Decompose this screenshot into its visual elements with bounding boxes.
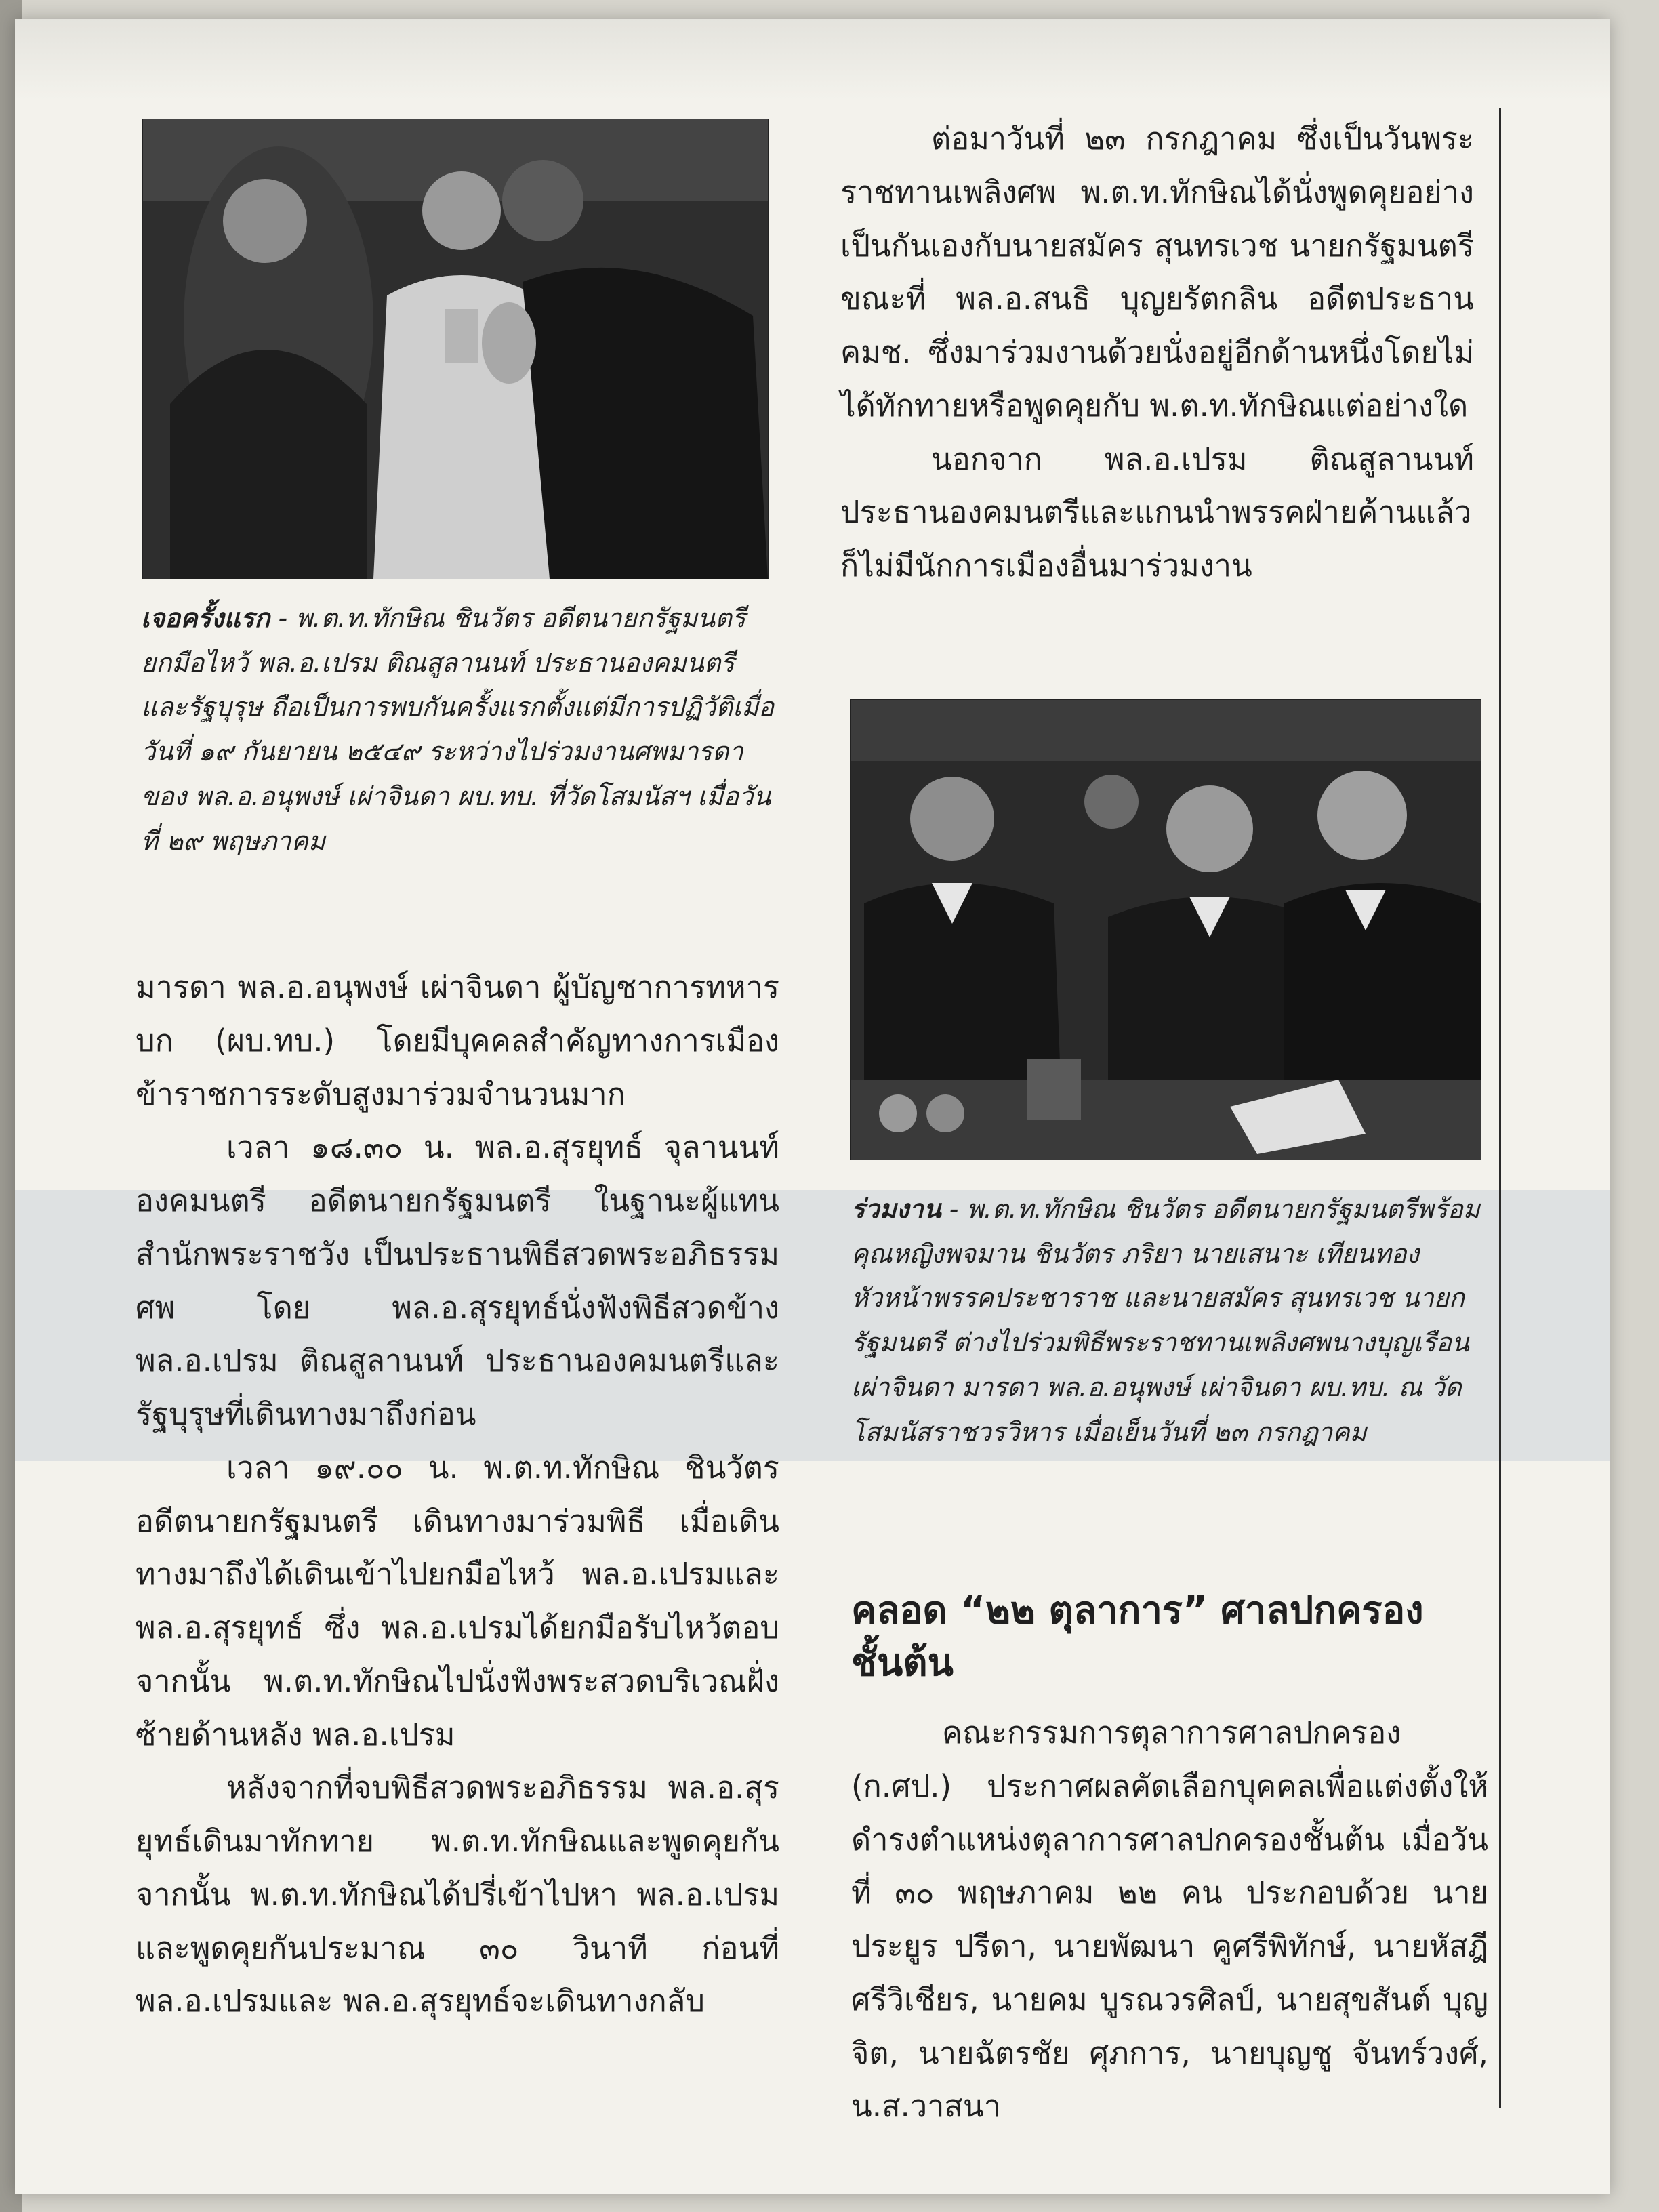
section-heading: คลอด “๒๒ ตุลาการ” ศาลปกครองชั้นต้น [851, 1589, 1424, 1685]
paragraph: หลังจากที่จบพิธีสวดพระอภิธรรม พล.อ.สุรยุทธ์เดินมาทักทาย พ.ต.ท.ทักษิณและพูดคุยกัน จากนั้น พ.ต.ท.ทักษิณได้ปรี่เข้าไปหา พล.อ.เปรมและพูดคุยกันประมาณ ๓๐ วินาที ก่อนที่ พล.อ.เปรมและ พล.อ.สุรยุทธ์จะเดินทางกลับ [136, 1769, 779, 2020]
photo-caption-attending [851, 1187, 1488, 1454]
caption-lead: เจอครั้งแรก [141, 603, 270, 633]
article-body-right-top [840, 112, 1474, 593]
paragraph: นอกจาก พล.อ.เปรม ติณสูลานนท์ ประธานองคมนตรีและแกนนำพรรคฝ่ายค้านแล้ว ก็ไม่มีนักการเมืองอื่นมาร่วมงาน [840, 441, 1474, 583]
article-body-right-bottom [851, 1706, 1488, 2133]
caption-text: - พ.ต.ท.ทักษิณ ชินวัตร อดีตนายกรัฐมนตรีพร้อมคุณหญิงพจมาน ชินวัตร ภริยา นายเสนาะ เทียนทอง หัวหน้าพรรคประชาราช และนายสมัคร สุนทรเวช นายกรัฐมนตรี ต่างไปร่วมพิธีพระราชทานเพลิงศพนางบุญเรือน เผ่าจินดา มารดา พล.อ.อนุพงษ์ เผ่าจินดา ผบ.ทบ. ณ วัดโสมนัสราชวรวิหาร เมื่อเย็นวันที่ ๒๓ กรกฎาคม [851, 1194, 1480, 1447]
column-rule [1499, 108, 1501, 2108]
photo-first-meeting [142, 119, 769, 579]
paragraph: เวลา ๑๙.๐๐ น. พ.ต.ท.ทักษิณ ชินวัตร อดีตนายกรัฐมนตรี เดินทางมาร่วมพิธี เมื่อเดินทางมาถึงได้เดินเข้าไปยกมือไหว้ พล.อ.เปรมและ พล.อ.สุรยุทธ์ ซึ่ง พล.อ.เปรมได้ยกมือรับไหว้ตอบ จากนั้น พ.ต.ท.ทักษิณไปนั่งฟังพระสวดบริเวณฝั่งซ้ายด้านหลัง พล.อ.เปรม [136, 1449, 779, 1753]
page-shadow [15, 19, 1610, 100]
photo-attending-ceremony [850, 699, 1481, 1160]
caption-text: - พ.ต.ท.ทักษิณ ชินวัตร อดีตนายกรัฐมนตรียกมือไหว้ พล.อ.เปรม ติณสูลานนท์ ประธานองคมนตรีและรัฐบุรุษ ถือเป็นการพบกันครั้งแรกตั้งแต่มีการปฏิวัติเมื่อวันที่ ๑๙ กันยายน ๒๕๔๙ ระหว่างไปร่วมงานศพมารดาของ พล.อ.อนุพงษ์ เผ่าจินดา ผบ.ทบ. ที่วัดโสมนัสฯ เมื่อวันที่ ๒๙ พฤษภาคม [141, 603, 775, 856]
paragraph: คณะกรรมการตุลาการศาลปกครอง (ก.ศป.) ประกาศผลคัดเลือกบุคคลเพื่อแต่งตั้งให้ดำรงตำแหน่งตุลาการศาลปกครองชั้นต้น เมื่อวันที่ ๓๐ พฤษภาคม ๒๒ คน ประกอบด้วย นายประยูร ปรีดา, นายพัฒนา คูศรีพิทักษ์, นายหัสฎี ศรีวิเชียร, นายคม บูรณวรศิลป์, นายสุขสันต์ บุญจิต, นายฉัตรชัย ศุภการ, นายบุญชู จันทร์วงศ์, น.ส.วาสนา [851, 1715, 1488, 2125]
article-body-left [136, 961, 779, 2028]
caption-lead: ร่วมงาน [851, 1194, 941, 1224]
paragraph: เวลา ๑๘.๓๐ น. พล.อ.สุรยุทธ์ จุลานนท์ องคมนตรี อดีตนายกรัฐมนตรี ในฐานะผู้แทนสำนักพระราชวัง เป็นประธานพิธีสวดพระอภิธรรมศพ โดย พล.อ.สุรยุทธ์นั่งฟังพิธีสวดข้าง พล.อ.เปรม ติณสูลานนท์ ประธานองคมนตรีและรัฐบุรุษที่เดินทางมาถึงก่อน [136, 1129, 779, 1432]
paragraph: มารดา พล.อ.อนุพงษ์ เผ่าจินดา ผู้บัญชาการทหารบก (ผบ.ทบ.) โดยมีบุคคลสำคัญทางการเมือง ข้าราชการระดับสูงมาร่วมจำนวนมาก [136, 969, 779, 1112]
photo-caption-first-meeting [141, 596, 775, 863]
paragraph: ต่อมาวันที่ ๒๓ กรกฎาคม ซึ่งเป็นวันพระราชทานเพลิงศพ พ.ต.ท.ทักษิณได้นั่งพูดคุยอย่างเป็นกันเองกับนายสมัคร สุนทรเวช นายกรัฐมนตรี ขณะที่ พล.อ.สนธิ บุญยรัตกลิน อดีตประธาน คมช. ซึ่งมาร่วมงานด้วยนั่งอยู่อีกด้านหนึ่งโดยไม่ได้ทักทายหรือพูดคุยกับ พ.ต.ท.ทักษิณแต่อย่างใด [840, 121, 1474, 424]
